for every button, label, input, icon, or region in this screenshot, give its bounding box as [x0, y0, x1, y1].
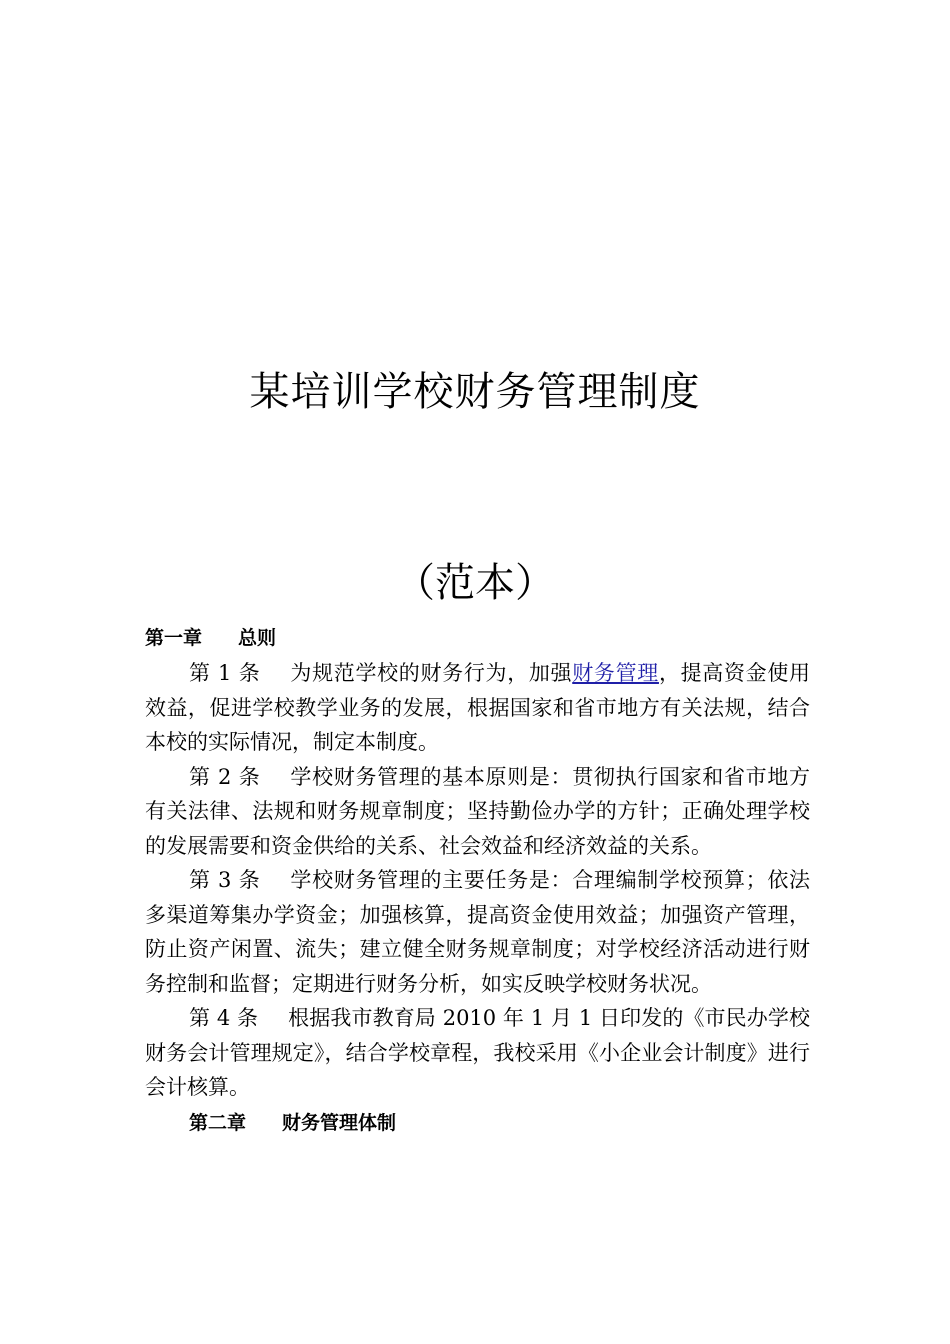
financial-management-link[interactable]: 财务管理 — [572, 661, 659, 685]
chapter-heading-1 — [145, 620, 810, 656]
document-title: 某培训学校财务管理制度 — [249, 369, 701, 415]
chapter-name: 财务管理体制 — [282, 1111, 397, 1134]
article-4 — [145, 1001, 810, 1105]
chapter-label: 第一章 — [145, 627, 203, 649]
chapter-name: 总则 — [238, 627, 277, 649]
article-text: 根据我市教育局 2010 年 1 月 1 日印发的《市民办学校财务会计管理规定》，结合学校章程，我校采用《小企业会计制度》进行会计核算。 — [145, 1006, 810, 1099]
article-text: 为规范学校的财务行为，加强 — [290, 661, 573, 685]
article-number: 第 1 条 — [189, 661, 261, 685]
document-body — [145, 620, 810, 1141]
article-number: 第 3 条 — [189, 868, 261, 892]
document-subtitle: （范本） — [395, 560, 555, 606]
article-2 — [145, 760, 810, 864]
article-text: 学校财务管理的主要任务是：合理编制学校预算；依法多渠道筹集办学资金；加强核算，提高资金使用效益；加强资产管理，防止资产闲置、流失；建立健全财务规章制度；对学校经济活动进行财务控制和监督；定期进行财务分析，如实反映学校财务状况。 — [145, 868, 810, 996]
chapter-label: 第二章 — [189, 1111, 247, 1134]
article-1 — [145, 656, 810, 760]
article-number: 第 2 条 — [189, 764, 261, 789]
article-3 — [145, 863, 810, 1001]
article-number: 第 4 条 — [189, 1006, 259, 1030]
article-text: 学校财务管理的基本原则是：贯彻执行国家和省市地方有关法律、法规和财务规章制度；坚持勤俭办学的方针；正确处理学校的发展需要和资金供给的关系、社会效益和经济效益的关系。 — [145, 764, 810, 858]
chapter-heading-2 — [145, 1105, 810, 1141]
article-text: ，提高资金使用效益，促进学校教学业务的发展，根据国家和省市地方有关法规，结合本校的实际情况，制定本制度。 — [145, 661, 811, 754]
